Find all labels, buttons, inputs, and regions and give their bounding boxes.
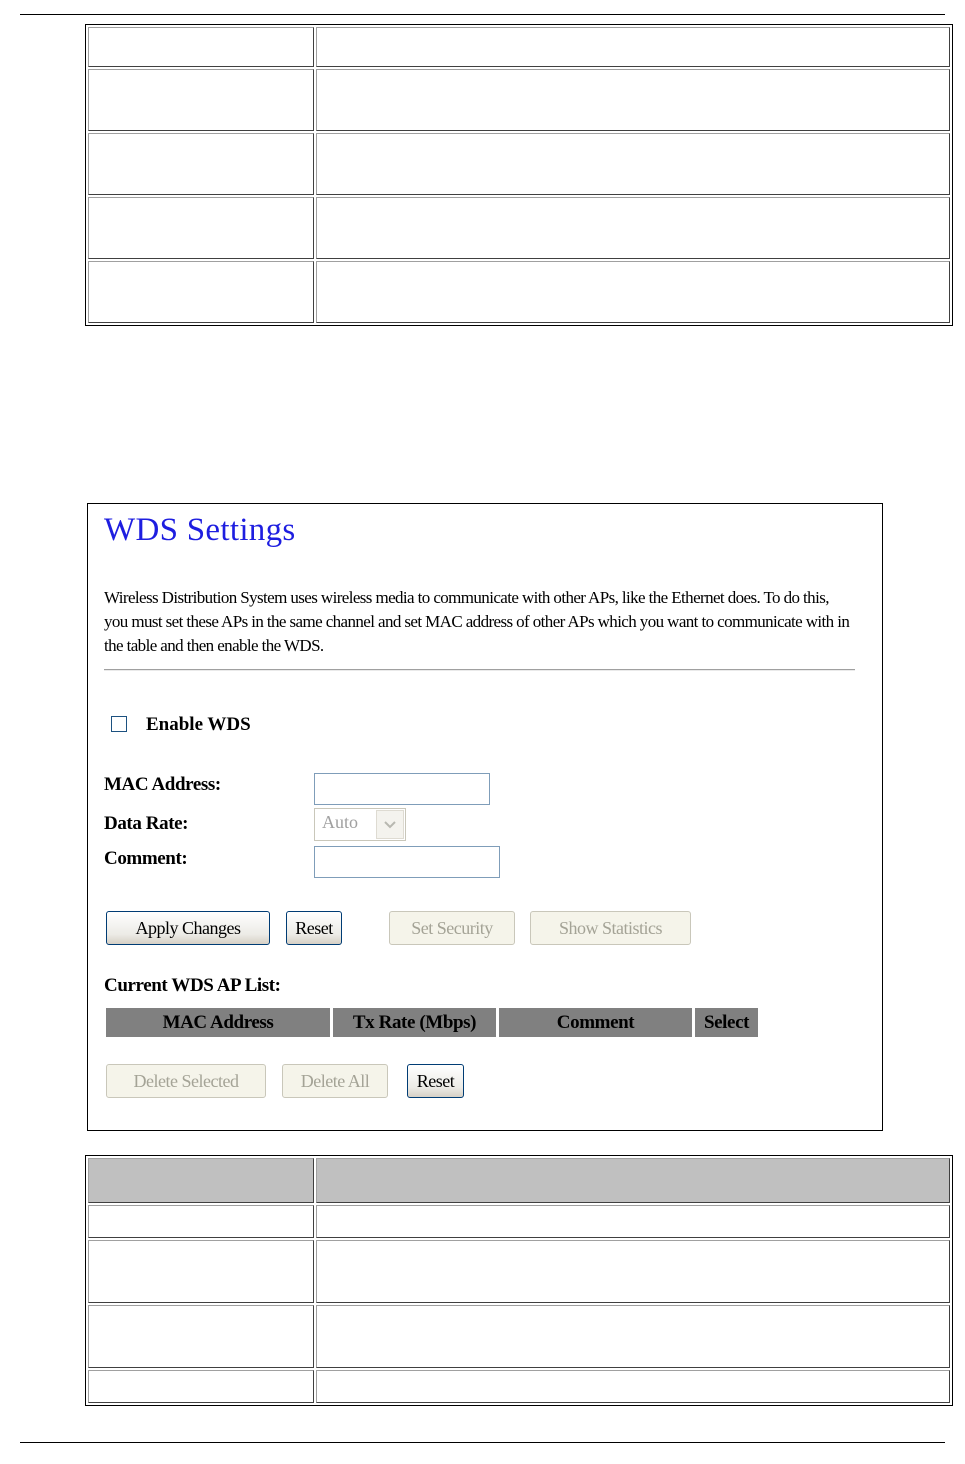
page-top-rule [20,14,945,15]
comment-input[interactable] [314,846,500,878]
table-row [88,69,950,131]
data-rate-label: Data Rate: [104,813,189,834]
apply-changes-button[interactable]: Apply Changes [106,911,270,945]
table-row [88,27,950,67]
comment-label: Comment: [104,848,188,869]
table-row [88,1305,950,1368]
set-security-button[interactable]: Set Security [389,911,515,945]
column-header: MAC Address [106,1008,330,1037]
mac-address-input[interactable] [314,773,490,805]
upper-doc-table [85,24,953,326]
delete-all-button[interactable]: Delete All [282,1064,388,1098]
table-row [88,261,950,323]
delete-selected-button[interactable]: Delete Selected [106,1064,266,1098]
table-row [88,197,950,259]
list-reset-button[interactable]: Reset [407,1064,464,1098]
table-row [88,1205,950,1238]
table-row [88,133,950,195]
table-header-row [88,1158,950,1203]
wds-settings-panel [87,503,883,1131]
enable-wds-label: Enable WDS [146,714,251,735]
table-row [88,1240,950,1303]
divider [104,669,855,671]
chevron-down-icon[interactable] [376,810,404,839]
column-header: Select [695,1008,758,1037]
show-statistics-button[interactable]: Show Statistics [530,911,691,945]
ap-list-title: Current WDS AP List: [104,975,281,996]
data-rate-select[interactable] [314,808,406,841]
page-title: WDS Settings [104,512,296,548]
column-header: Tx Rate (Mbps) [333,1008,496,1037]
reset-button[interactable]: Reset [286,911,342,945]
lower-doc-table [85,1155,953,1406]
column-header: Comment [499,1008,692,1037]
ap-list-table-header [106,1008,758,1037]
mac-address-label: MAC Address: [104,774,221,795]
table-row [88,1370,950,1403]
data-rate-value: Auto [322,812,358,832]
enable-wds-checkbox[interactable] [111,716,127,732]
page-bottom-rule [20,1442,945,1443]
page-description: Wireless Distribution System uses wireless media to communicate with other APs, like the Ethernet does. To do this, you must set these APs in the same channel and set MAC address of other APs which you want to communicate with in the table and then enable the WDS. [104,588,850,655]
